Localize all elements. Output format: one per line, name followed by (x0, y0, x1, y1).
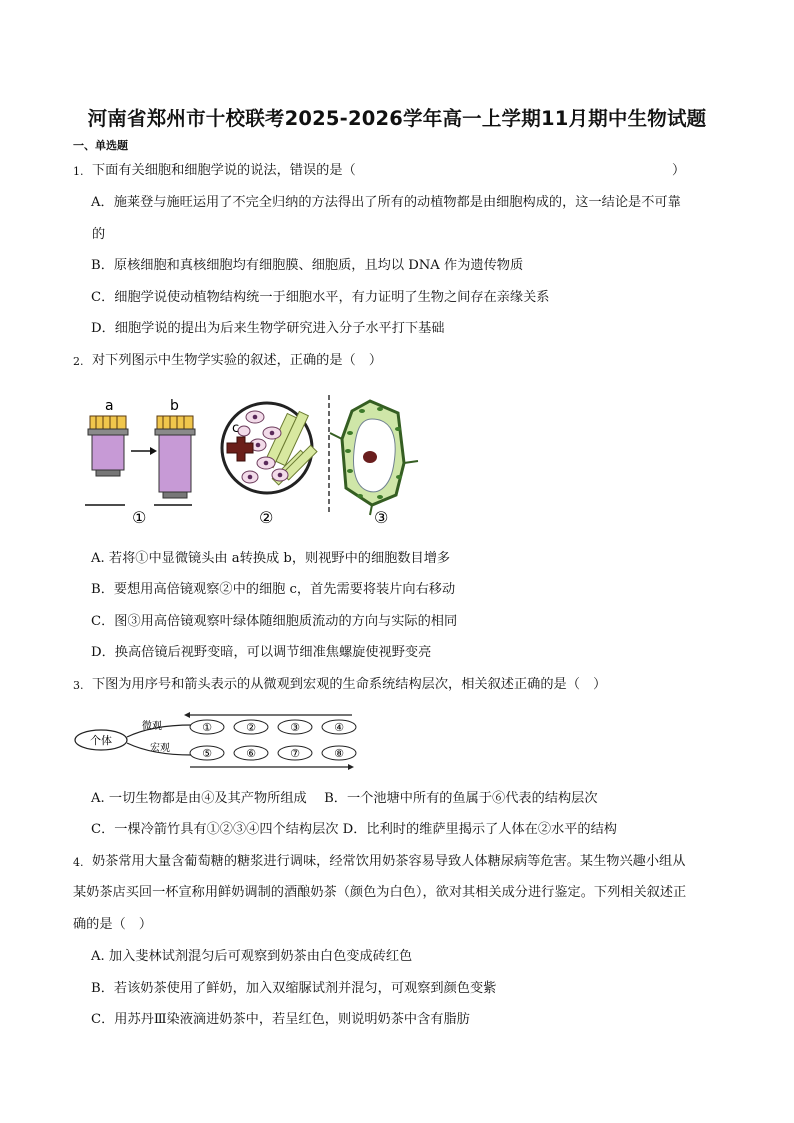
level-7: ⑦ (290, 747, 300, 760)
option-a-continued: 的 (92, 227, 106, 242)
label-b: b (170, 398, 179, 414)
macro-label: 宏观 (150, 743, 170, 754)
option-b: B．要想用高倍镜观察②中的细胞 c，首先需要将装片向右移动 (91, 582, 456, 597)
question-number: 3. (73, 679, 84, 692)
micro-label: 微观 (142, 721, 162, 732)
option-b: B．原核细胞和真核细胞均有细胞膜、细胞质，且均以 DNA 作为遗传物质 (91, 258, 524, 273)
option-d: D．换高倍镜后视野变暗，可以调节细准焦螺旋使视野变亮 (91, 645, 432, 660)
question-number: 1. (73, 165, 84, 178)
label-a: a (105, 398, 114, 414)
option-c: C．用苏丹Ⅲ染液滴进奶茶中，若呈红色，则说明奶茶中含有脂肪 (91, 1012, 470, 1027)
question-stem-line-2: 某奶茶店买回一杯宣称用鲜奶调制的酒酿奶茶（颜色为白色），欲对其相关成分进行鉴定。下列相关叙述正 (73, 885, 687, 900)
question-stem: 下面有关细胞和细胞学说的说法，错误的是（ (92, 163, 356, 178)
option-d: D．细胞学说的提出为后来生物学研究进入分子水平打下基础 (91, 321, 445, 336)
lens-a-thread (90, 416, 126, 429)
question-stem-line-3: 确的是（ ） (73, 917, 153, 932)
lens-b-body (159, 435, 191, 492)
figure-number-1: ① (132, 508, 147, 527)
option-c: C．图③用高倍镜观察叶绿体随细胞质流动的方向与实际的相同 (91, 614, 458, 629)
option-c: C．细胞学说使动植物结构统一于细胞水平，有力证明了生物之间存在亲缘关系 (91, 290, 550, 305)
option-b: B．若该奶茶使用了鲜奶，加入双缩脲试剂并混匀，可观察到颜色变紫 (91, 981, 497, 996)
level-5: ⑤ (202, 747, 212, 760)
lens-b-thread (157, 416, 193, 429)
level-8: ⑧ (334, 747, 344, 760)
section-heading: 一、单选题 (73, 139, 128, 152)
option-c-and-d: C．一棵冷箭竹具有①②③④四个结构层次 D．比利时的维萨里揭示了人体在②水平的结构 (91, 822, 617, 837)
question-number: 4. (73, 856, 84, 869)
figure-number-2: ② (259, 508, 274, 527)
figure-number-3: ③ (374, 508, 389, 527)
individual-label: 个体 (90, 734, 112, 747)
option-a-and-b: A. 一切生物都是由④及其产物所组成 B．一个池塘中所有的鱼属于⑥代表的结构层次 (91, 791, 598, 806)
leaf-cell (330, 401, 418, 515)
level-4: ④ (334, 721, 344, 734)
option-a: A. 加入斐林试剂混匀后可观察到奶茶由白色变成砖红色 (91, 949, 413, 964)
label-c: c (232, 421, 240, 436)
option-a: A. 若将①中显微镜头由 a转换成 b，则视野中的细胞数目增多 (91, 551, 451, 566)
page-title: 河南省郑州市十校联考2025-2026学年高一上学期11月期中生物试题 (87, 107, 707, 130)
question-stem-close: ） (672, 163, 686, 178)
option-a: A．施莱登与施旺运用了不完全归纳的方法得出了所有的动植物都是由细胞构成的，这一结论是不可靠 (91, 195, 681, 210)
lens-a-body (92, 435, 124, 470)
question-stem: 对下列图示中生物学实验的叙述，正确的是（ ） (92, 353, 383, 368)
level-2: ② (246, 721, 256, 734)
microscope-experiment-figure (80, 393, 420, 533)
level-3: ③ (290, 721, 300, 734)
level-1: ① (202, 721, 212, 734)
level-6: ⑥ (246, 747, 256, 760)
question-stem: 下图为用序号和箭头表示的从微观到宏观的生命系统结构层次，相关叙述正确的是（ ） (92, 677, 607, 692)
question-stem: 奶茶常用大量含葡萄糖的糖浆进行调味，经常饮用奶茶容易导致人体糖尿病等危害。某生物兴趣小组从 (92, 854, 686, 869)
question-number: 2. (73, 355, 84, 368)
life-system-hierarchy-figure (72, 711, 362, 773)
